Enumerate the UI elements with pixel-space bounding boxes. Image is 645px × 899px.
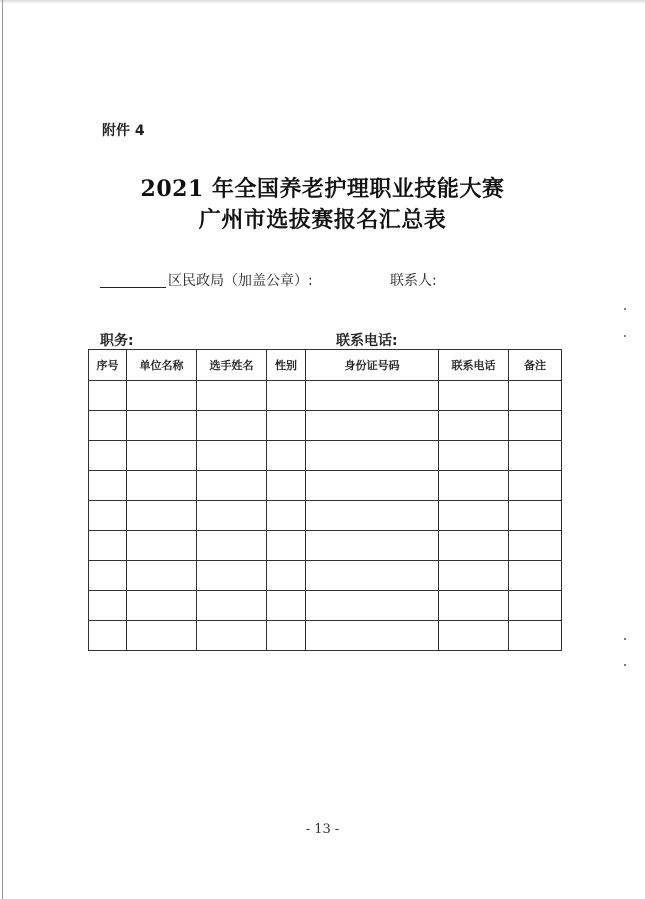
table-cell [439,381,509,411]
table-row [89,501,562,531]
header-gender: 性别 [267,350,306,381]
table-cell [439,531,509,561]
table-cell [89,591,127,621]
table-cell [89,381,127,411]
document-title-line2: 广州市选拔赛报名汇总表 [198,207,447,233]
table-row [89,441,562,471]
table-cell [439,501,509,531]
scan-speck [624,638,626,640]
table-row [89,531,562,561]
table-cell [509,381,562,411]
table-cell [509,501,562,531]
document-title-line1: 2021 年全国养老护理职业技能大赛 [140,176,505,202]
position-label: 职务: [100,333,134,349]
table-cell [127,441,197,471]
table-cell [127,621,197,651]
table-cell [197,411,267,441]
table-cell [306,411,439,441]
table-cell [267,591,306,621]
table-cell [89,621,127,651]
table-cell [89,411,127,441]
table-cell [306,591,439,621]
table-cell [306,561,439,591]
table-cell [509,621,562,651]
header-contact-phone: 联系电话 [439,350,509,381]
header-serial-number: 序号 [89,350,127,381]
table-cell [509,471,562,501]
table-cell [197,621,267,651]
table-row [89,381,562,411]
bureau-blank-line [100,287,166,288]
attachment-label: 附件 4 [102,123,145,139]
header-remarks: 备注 [509,350,562,381]
table-cell [306,501,439,531]
table-cell [197,591,267,621]
scan-speck [624,335,626,337]
table-cell [306,531,439,561]
table-row [89,411,562,441]
table-cell [267,381,306,411]
table-cell [439,411,509,441]
table-cell [127,501,197,531]
table-cell [439,621,509,651]
table-cell [267,471,306,501]
table-cell [439,441,509,471]
table-cell [89,441,127,471]
table-cell [127,561,197,591]
scan-edge-left [2,0,3,899]
table-row [89,591,562,621]
registration-table [88,349,562,651]
table-cell [306,621,439,651]
table-header-row [89,350,562,381]
table-cell [509,411,562,441]
header-id-number: 身份证号码 [306,350,439,381]
table-cell [127,381,197,411]
table-cell [197,531,267,561]
table-cell [439,471,509,501]
table-cell [127,591,197,621]
table-cell [89,531,127,561]
table-cell [267,561,306,591]
page-number: - 13 - [305,822,340,837]
table-cell [509,531,562,561]
table-cell [509,441,562,471]
table-cell [267,411,306,441]
table-cell [509,561,562,591]
table-cell [439,561,509,591]
scan-speck [624,308,626,310]
table-cell [127,531,197,561]
table-cell [267,441,306,471]
table-cell [306,441,439,471]
table-row [89,471,562,501]
table-cell [197,501,267,531]
table-cell [89,501,127,531]
table-cell [197,471,267,501]
phone-label: 联系电话: [336,333,398,349]
table-cell [197,561,267,591]
header-unit-name: 单位名称 [127,350,197,381]
table-row [89,621,562,651]
table-cell [89,561,127,591]
table-cell [306,381,439,411]
table-cell [267,621,306,651]
table-cell [267,531,306,561]
bureau-field-label: 区民政局（加盖公章）: [168,273,313,289]
table-cell [306,471,439,501]
table-cell [127,411,197,441]
table-cell [127,471,197,501]
table-cell [509,591,562,621]
header-contestant-name: 选手姓名 [197,350,267,381]
scan-speck [624,664,626,666]
table-cell [89,471,127,501]
contact-person-label: 联系人: [390,273,437,289]
scan-edge-top [0,0,645,4]
table-cell [439,591,509,621]
table-row [89,561,562,591]
table-cell [197,381,267,411]
table-cell [197,441,267,471]
table-cell [267,501,306,531]
